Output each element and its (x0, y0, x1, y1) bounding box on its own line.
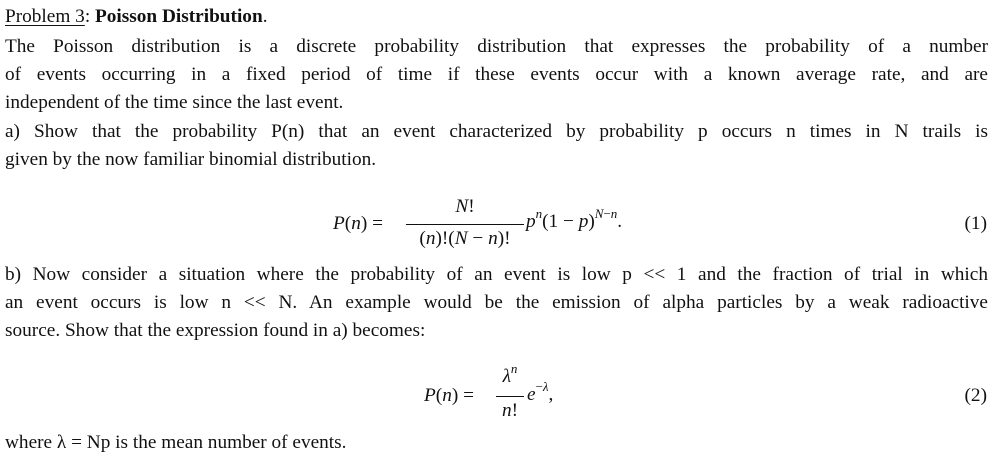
eq1-denominator: (n)!(N − n)! (419, 228, 511, 249)
problem-colon: : (84, 6, 91, 27)
part-b-line-1: b) Now consider a situation where the probability of an event is low p << 1 and the fraction of trial in which (5, 264, 988, 285)
problem-label: Problem 3 (5, 6, 85, 27)
part-b-line-2: an event occurs is low n << N. An example would be the emission of alpha particles by a weak radioactive (5, 292, 988, 313)
eq2-numerator: $\lambda^n$ (502, 361, 518, 387)
part-b-line-3: source. Show that the expression found in a) becomes: (5, 320, 426, 341)
eq1-number: (1) (964, 213, 987, 234)
problem-title: Poisson Distribution (95, 6, 263, 27)
eq2-fraction-bar (496, 396, 524, 397)
eq2-lhs: P(n) = (424, 385, 474, 406)
eq1-numerator: N! (455, 196, 475, 217)
eq2-rhs: $e^{-\lambda}$, (527, 379, 554, 405)
intro-line-2: of events occurring in a fixed period of time if these events occur with a known average rate, and are (5, 64, 988, 85)
intro-line-3: independent of the time since the last event. (5, 92, 344, 113)
part-a-line-2: given by the now familiar binomial distribution. (5, 149, 377, 170)
eq1-rhs: $p^n(1 - p)^{N-n}$. (526, 206, 623, 232)
problem-period: . (262, 6, 268, 27)
eq2-denominator: n! (501, 400, 519, 421)
eq2-number: (2) (964, 385, 987, 406)
problem-heading (5, 6, 268, 28)
eq1-lhs: P(n) = (333, 213, 383, 234)
intro-line-1: The Poisson distribution is a discrete probability distribution that expresses the probability of a number (5, 36, 988, 57)
closing-line: where λ = Np is the mean number of events. (5, 432, 347, 453)
part-a-line-1: a) Show that the probability P(n) that an event characterized by probability p occurs n times in N trails is (5, 121, 988, 142)
eq1-fraction-bar (406, 224, 524, 225)
